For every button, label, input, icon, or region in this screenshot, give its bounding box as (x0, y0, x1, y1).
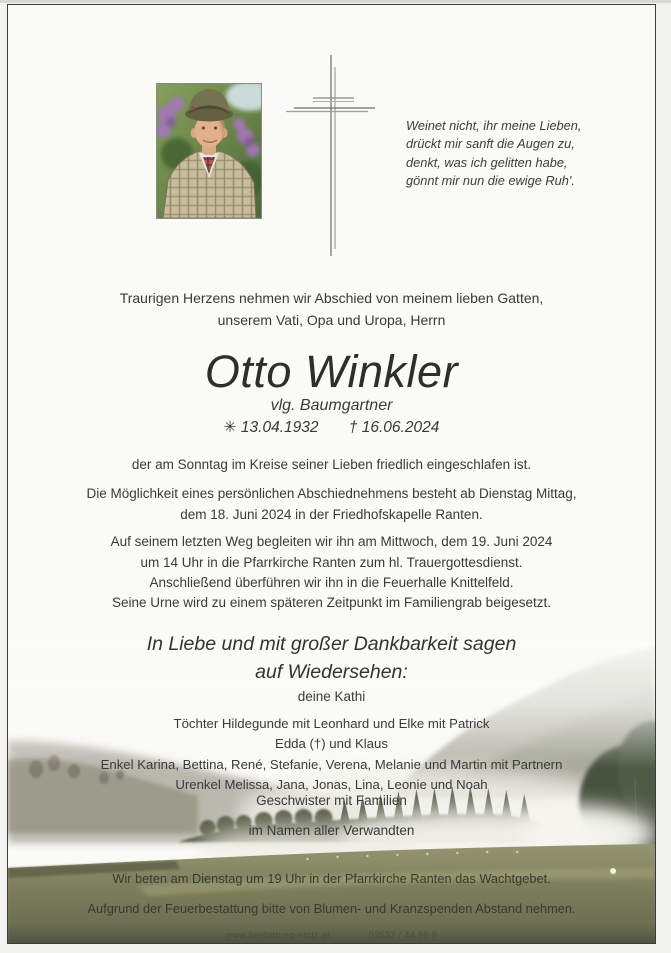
vulgo-name: vlg. Baumgartner (270, 397, 393, 414)
quote-line: Weinet nicht, ihr meine Lieben, (406, 118, 582, 133)
quote-line: drückt mir sanft die Augen zu, (406, 136, 575, 152)
memorial-cross-icon (280, 53, 380, 259)
farewell-text (8, 630, 655, 686)
intro-line: Traurigen Herzens nehmen wir Abschied von meinem lieben Gatten, (119, 290, 544, 306)
paragraph-line: um 14 Uhr in die Pfarrkirche Ranten zum hl. Trauergottesdienst. (140, 554, 523, 570)
intro-line: unserem Vati, Opa und Uropa, Herrn (217, 311, 446, 328)
life-dates (8, 418, 655, 437)
deceased-name: Otto Winkler (204, 346, 459, 397)
paragraph-line: der am Sonntag im Kreise seiner Lieben friedlich eingeschlafen ist. (131, 457, 532, 472)
quote-line: denkt, was ich gelitten habe, (406, 154, 568, 170)
family-line: Edda (†) und Klaus (275, 736, 388, 752)
death-date: † 16.06.2024 (348, 419, 440, 436)
mourner-relatives: im Namen aller Verwandten (248, 823, 415, 838)
funeral-home-website: www.bestattung-stolz.at (225, 930, 330, 940)
portrait-illustration (157, 84, 261, 218)
farewell-line: auf Wiedersehen: (255, 661, 408, 683)
paragraph-line: Seine Urne wird zu einem späteren Zeitpunkt im Familiengrab beigesetzt. (112, 595, 551, 610)
memorial-card (7, 4, 656, 944)
mourner-family-list (8, 714, 655, 795)
paragraph-line: Anschließend überführen wir ihn in die Feuerhalle Knittelfeld. (149, 575, 514, 590)
announcement-paragraph (8, 455, 655, 476)
family-line: Töchter Hildegunde mit Leonhard und Elke mit Patrick (173, 716, 490, 731)
wake-note: Wir beten am Dienstag um 19 Uhr in der Pfarrkirche Ranten das Wachtgebet. (112, 871, 551, 886)
announcement-paragraph (8, 484, 655, 525)
announcement-paragraph (8, 532, 655, 594)
mourner-wife: deine Kathi (297, 689, 366, 704)
paragraph-line: Die Möglichkeit eines persönlichen Abschiednehmens besteht ab Dienstag Mittag, (86, 486, 577, 501)
memorial-quote (406, 117, 591, 191)
farewell-line: In Liebe und mit großer Dankbarkeit sagen (146, 633, 517, 655)
birth-date: ✳ 13.04.1932 (223, 419, 319, 436)
intro-text (8, 288, 655, 331)
announcement-paragraph (8, 593, 655, 614)
portrait-photo (156, 83, 262, 219)
flowers-note: Aufgrund der Feuerbestattung bitte von Blumen- und Kranzspenden Abstand nehmen. (87, 901, 576, 916)
mourner-siblings: Geschwister mit Familien (256, 793, 407, 808)
family-line: Enkel Karina, Bettina, René, Stefanie, Verena, Melanie und Martin mit Partnern (100, 756, 563, 772)
funeral-home-phone: 03532 / 44 99 0 (368, 930, 438, 940)
quote-line: gönnt mir nun die ewige Ruh'. (406, 173, 575, 189)
paragraph-line: Auf seinem letzten Weg begleiten wir ihn am Mittwoch, dem 19. Juni 2024 (110, 534, 553, 549)
family-line: Urenkel Melissa, Jana, Jonas, Lina, Leonie und Noah (175, 776, 488, 792)
funeral-home-footer (8, 930, 655, 940)
paragraph-line: dem 18. Juni 2024 in der Friedhofskapelle Ranten. (180, 506, 483, 522)
